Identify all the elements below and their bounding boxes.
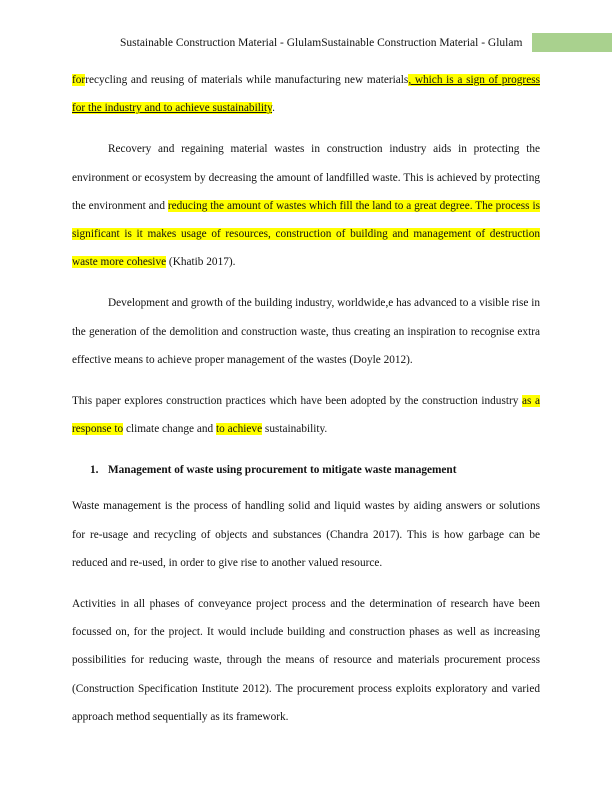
paragraph-6: Activities in all phases of conveyance project process and the determination of research have been focussed on, for the project. It would include building and construction phases as well as increasing possibilities for reducing waste, through the means of resource and materials procurement process (Construction Specification Institute 2012). The procurement process exploits exploratory and varied approach method sequentially as its framework. — [72, 598, 540, 723]
paragraph-4 — [72, 387, 540, 443]
document-body — [72, 66, 540, 744]
section-heading — [72, 456, 540, 484]
body-text: climate change and — [123, 423, 216, 436]
paragraph-1 — [72, 66, 540, 122]
highlighted-text: to achieve — [215, 423, 263, 436]
body-text: recycling and reusing of materials while manufacturing new materials — [85, 74, 409, 86]
body-text: . — [272, 102, 275, 115]
highlighted-text: for — [72, 74, 86, 86]
heading-text: Management of waste using procurement to mitigate waste management — [108, 464, 457, 477]
highlighted-text: . — [469, 199, 476, 212]
citation-text: (Khatib 2017). — [166, 256, 236, 269]
highlighted-text: as a response to — [72, 395, 540, 436]
running-header: Sustainable Construction Material - GlulamSustainable Construction Material - Glulam — [120, 37, 523, 49]
paragraph-2 — [72, 135, 540, 276]
highlighted-text: The process is significant is it makes usage of resources, construction of building and management of destruction waste more cohesive — [72, 199, 540, 269]
highlighted-text: reducing the amount of wastes which fill the land to a great degree — [167, 199, 470, 212]
body-text: This paper explores construction practices which have been adopted by the construction industry — [72, 395, 522, 408]
paragraph-3: Development and growth of the building industry, worldwide,e has advanced to a visible rise in the generation of the demolition and construction waste, thus creating an inspiration to recognise extra effective means to achieve proper management of the wastes (Doyle 2012). — [72, 297, 540, 366]
body-text: sustainability. — [262, 423, 328, 436]
body-text: Recovery and regaining material wastes in construction industry aids in protecting the environment or ecosystem by decreasing the amount of landfilled waste. This is achieved by protecting the environment and — [72, 143, 540, 212]
heading-number: 1. — [90, 464, 99, 477]
paragraph-5: Waste management is the process of handling solid and liquid wastes by aiding answers or solutions for re-usage and recycling of objects and substances (Chandra 2017). This is how garbage can be reduced and re-used, in order to give rise to another valued resource. — [72, 500, 540, 569]
highlighted-underlined-text: , which is a sign of progress for the industry and to achieve sustainability — [72, 74, 540, 115]
header-accent-bar — [532, 33, 612, 52]
